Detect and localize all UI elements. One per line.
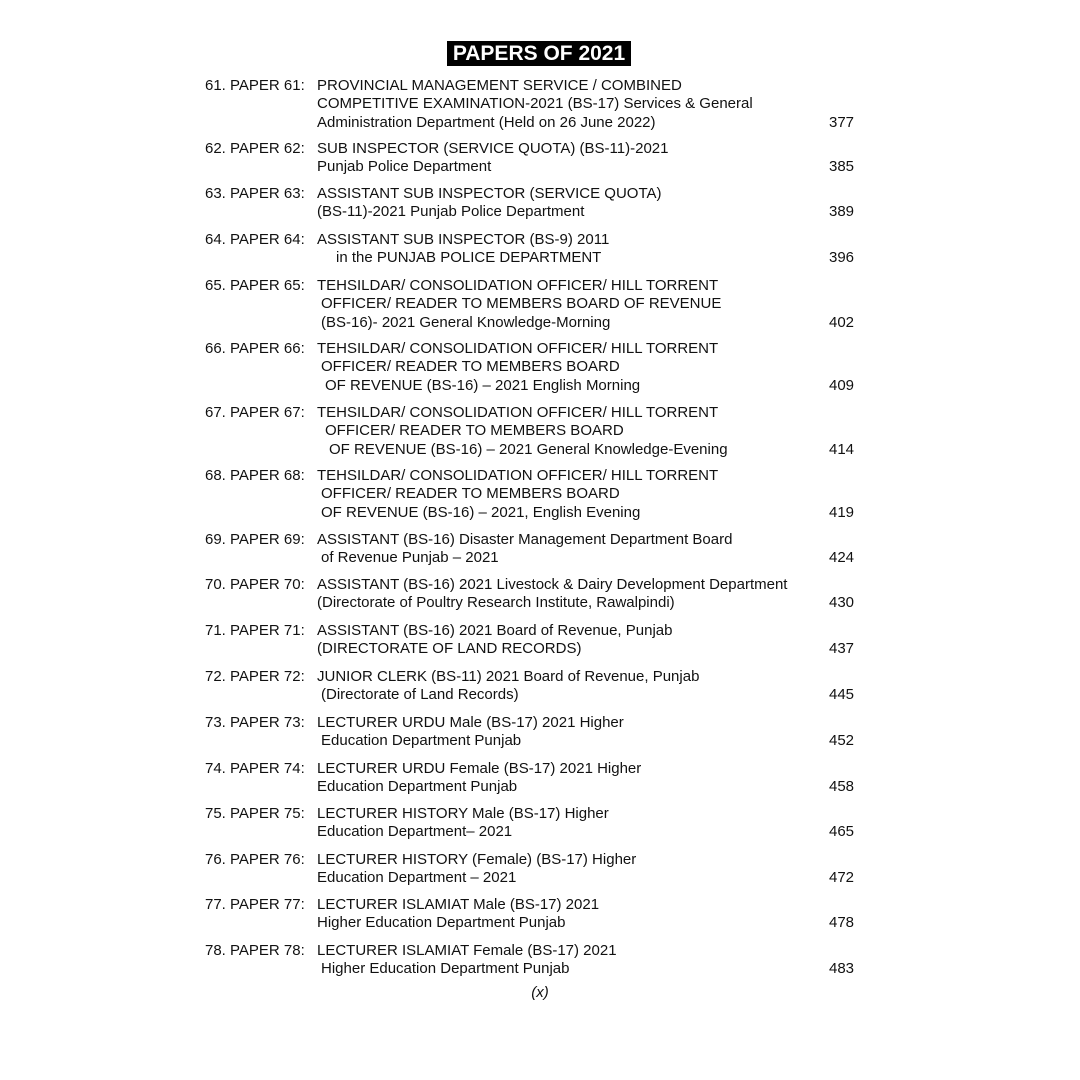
toc-entry-number: 70. PAPER 70:: [205, 576, 305, 593]
toc-entry-page-number: 445: [829, 686, 855, 704]
page-number-footer: (x): [531, 984, 549, 1001]
toc-entry-number: 65. PAPER 65:: [205, 277, 305, 294]
toc-entry-title-line: LECTURER HISTORY (Female) (BS-17) Higher: [317, 851, 637, 868]
toc-entry-title-line: TEHSILDAR/ CONSOLIDATION OFFICER/ HILL TORRENT: [317, 404, 719, 421]
toc-entry-title-line: LECTURER URDU Female (BS-17) 2021 Higher: [317, 760, 642, 777]
toc-entry-title-line: in the PUNJAB POLICE DEPARTMENT: [336, 249, 602, 267]
toc-entry-title-line: OFFICER/ READER TO MEMBERS BOARD: [321, 358, 620, 376]
toc-entry-title-line: ASSISTANT (BS-16) 2021 Livestock & Dairy Development Department: [317, 576, 788, 593]
toc-entry-title-line: (Directorate of Land Records): [321, 686, 519, 704]
toc-entry-page-number: 465: [829, 823, 855, 841]
toc-entry-number: 73. PAPER 73:: [205, 714, 305, 731]
toc-entry-number: 77. PAPER 77:: [205, 896, 305, 913]
toc-entry-title-line: Education Department Punjab: [317, 778, 518, 796]
toc-entry-title-line: TEHSILDAR/ CONSOLIDATION OFFICER/ HILL TORRENT: [317, 340, 719, 357]
toc-entry-title-line: OF REVENUE (BS-16) – 2021 English Morning: [325, 376, 641, 394]
toc-entry-title-line: Administration Department (Held on 26 June 2022): [317, 113, 656, 131]
toc-entry-title-line: Punjab Police Department: [317, 158, 492, 176]
toc-entry-number: 62. PAPER 62:: [205, 140, 305, 157]
toc-entry-title-line: Education Department – 2021: [317, 869, 517, 887]
toc-entry-title-line: OFFICER/ READER TO MEMBERS BOARD: [321, 485, 620, 503]
toc-entry-title-line: TEHSILDAR/ CONSOLIDATION OFFICER/ HILL TORRENT: [317, 467, 719, 484]
toc-entry-page-number: 430: [829, 594, 855, 612]
toc-entry-number: 69. PAPER 69:: [205, 531, 305, 548]
toc-entry-title-line: (BS-11)-2021 Punjab Police Department: [317, 203, 585, 221]
toc-entry-page-number: 424: [829, 549, 855, 567]
toc-entry-title-line: ASSISTANT SUB INSPECTOR (BS-9) 2011: [317, 231, 610, 248]
toc-entry-page-number: 478: [829, 914, 855, 932]
toc-entry-title-line: TEHSILDAR/ CONSOLIDATION OFFICER/ HILL TORRENT: [317, 277, 719, 294]
toc-entry-number: 78. PAPER 78:: [205, 942, 305, 959]
toc-entry-title-line: JUNIOR CLERK (BS-11) 2021 Board of Revenue, Punjab: [317, 668, 700, 685]
toc-entry-title-line: OFFICER/ READER TO MEMBERS BOARD OF REVENUE: [321, 295, 722, 313]
toc-entry-number: 76. PAPER 76:: [205, 851, 305, 868]
toc-entry-number: 61. PAPER 61:: [205, 77, 305, 94]
toc-entry-title-line: ASSISTANT (BS-16) Disaster Management Department Board: [317, 531, 733, 548]
toc-entry-title-line: LECTURER URDU Male (BS-17) 2021 Higher: [317, 714, 624, 731]
toc-entry-title-line: OF REVENUE (BS-16) – 2021, English Evening: [321, 503, 641, 521]
toc-entry-title-line: Higher Education Department Punjab: [321, 960, 570, 978]
toc-entry-title-line: OF REVENUE (BS-16) – 2021 General Knowledge-Evening: [329, 440, 728, 458]
toc-entry-title-line: Higher Education Department Punjab: [317, 914, 566, 932]
toc-entry-page-number: 452: [829, 732, 855, 750]
toc-entry-page-number: 419: [829, 503, 855, 521]
toc-entry-title-line: (DIRECTORATE OF LAND RECORDS): [317, 640, 582, 658]
toc-entry-title-line: LECTURER HISTORY Male (BS-17) Higher: [317, 805, 609, 822]
toc-entry-number: 67. PAPER 67:: [205, 404, 305, 421]
toc-entry-number: 63. PAPER 63:: [205, 185, 305, 202]
toc-entry-title-line: ASSISTANT SUB INSPECTOR (SERVICE QUOTA): [317, 185, 662, 202]
toc-entry-title-line: Education Department– 2021: [317, 823, 513, 841]
toc-entry-page-number: 458: [829, 778, 855, 796]
toc-entry-title-line: COMPETITIVE EXAMINATION-2021 (BS-17) Services & General: [317, 95, 753, 113]
toc-entry-number: 75. PAPER 75:: [205, 805, 305, 822]
toc-entry-page-number: 377: [829, 113, 855, 131]
toc-entry-page-number: 409: [829, 376, 855, 394]
toc-entry-title-line: OFFICER/ READER TO MEMBERS BOARD: [325, 422, 624, 440]
toc-entry-number: 66. PAPER 66:: [205, 340, 305, 357]
toc-entry-title-line: LECTURER ISLAMIAT Female (BS-17) 2021: [317, 942, 617, 959]
toc-entry-page-number: 396: [829, 249, 855, 267]
toc-entry-page-number: 402: [829, 313, 855, 331]
toc-entry-number: 64. PAPER 64:: [205, 231, 305, 248]
page-title: PAPERS OF 2021: [447, 41, 631, 66]
toc-entry-title-line: (BS-16)- 2021 General Knowledge-Morning: [321, 313, 611, 331]
toc-entry-number: 68. PAPER 68:: [205, 467, 305, 484]
toc-entry-title-line: Education Department Punjab: [321, 732, 522, 750]
toc-entry-number: 72. PAPER 72:: [205, 668, 305, 685]
toc-entry-title-line: SUB INSPECTOR (SERVICE QUOTA) (BS-11)-2021: [317, 140, 669, 157]
toc-entry-number: 74. PAPER 74:: [205, 760, 305, 777]
toc-entry-title-line: PROVINCIAL MANAGEMENT SERVICE / COMBINED: [317, 77, 682, 94]
toc-entry-title-line: ASSISTANT (BS-16) 2021 Board of Revenue, Punjab: [317, 622, 673, 639]
toc-entry-title-line: (Directorate of Poultry Research Institute, Rawalpindi): [317, 594, 675, 612]
toc-entry-title-line: of Revenue Punjab – 2021: [321, 549, 499, 567]
toc-entry-number: 71. PAPER 71:: [205, 622, 305, 639]
toc-entry-page-number: 483: [829, 960, 855, 978]
toc-entry-page-number: 472: [829, 869, 855, 887]
toc-entry-page-number: 389: [829, 203, 855, 221]
toc-entry-title-line: LECTURER ISLAMIAT Male (BS-17) 2021: [317, 896, 600, 913]
toc-entry-page-number: 414: [829, 440, 855, 458]
toc-entry-page-number: 437: [829, 640, 855, 658]
toc-entry-page-number: 385: [829, 158, 855, 176]
